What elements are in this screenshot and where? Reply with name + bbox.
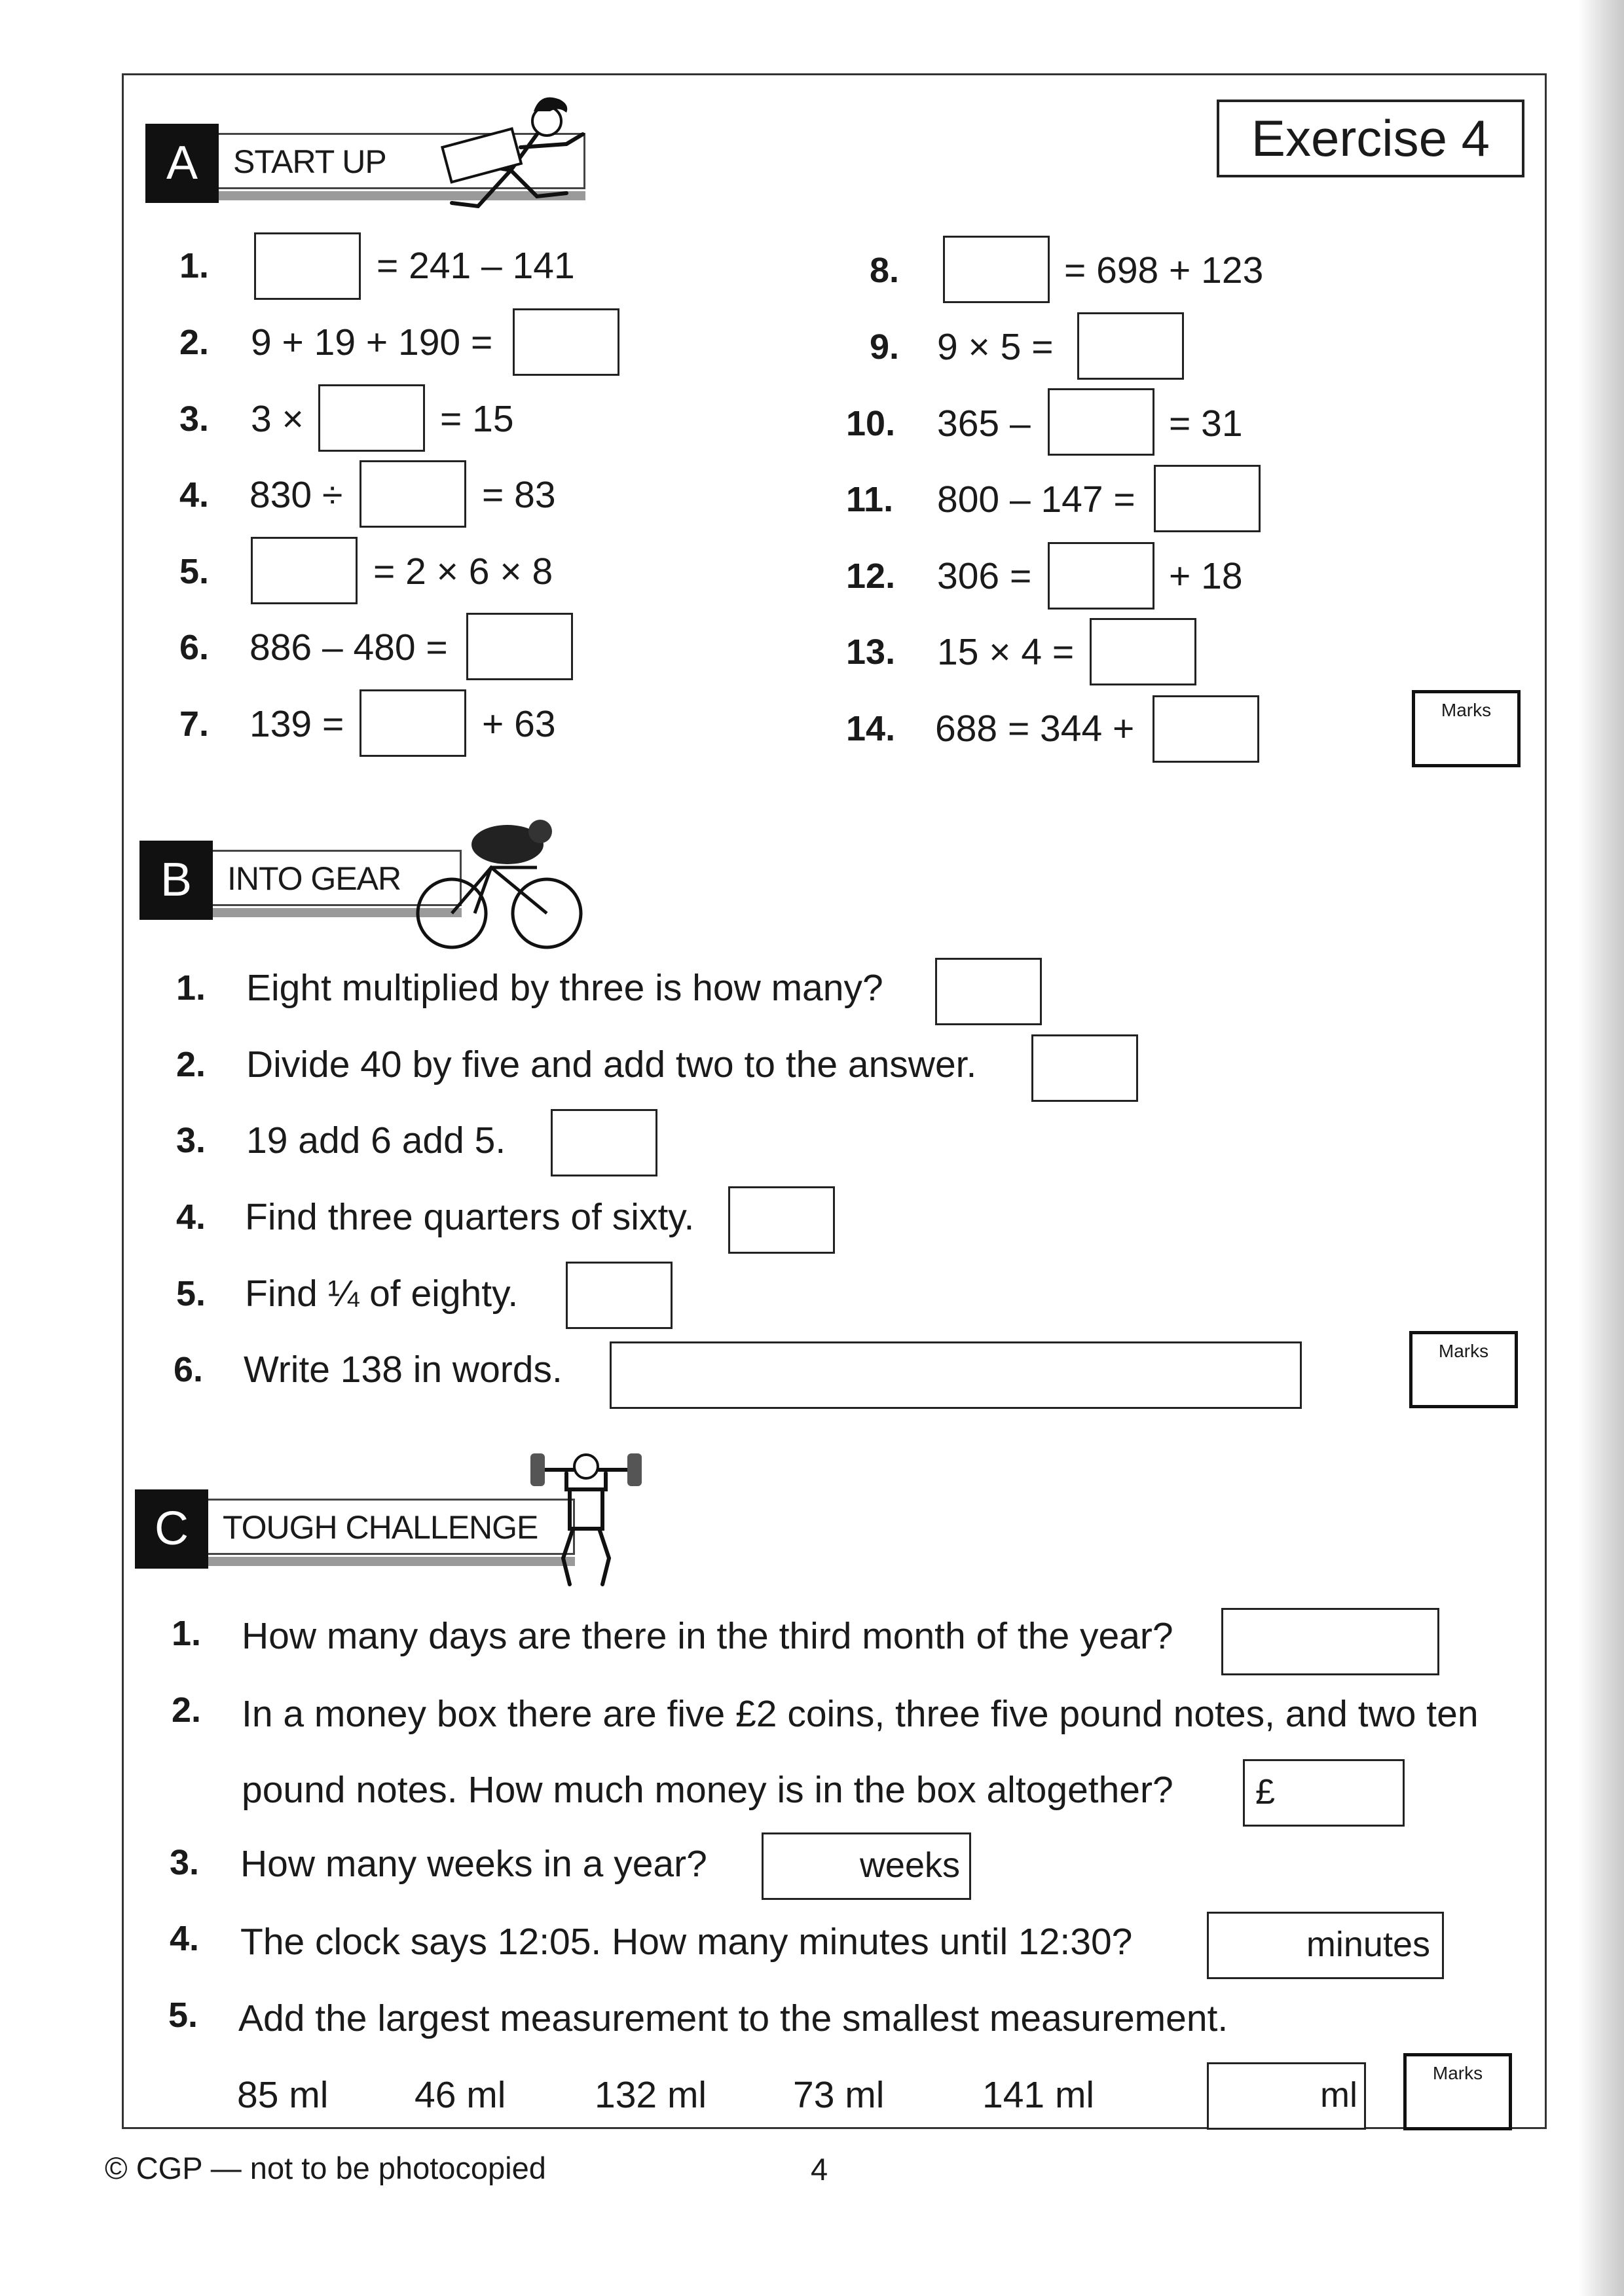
qa9-expression: 9 × 5 =	[937, 326, 1054, 368]
qc5-number: 5.	[168, 1995, 198, 2035]
qb2-text: Divide 40 by five and add two to the answer.	[246, 1044, 977, 1085]
section-a-title: START UP	[219, 133, 585, 189]
qb3-answer-box[interactable]	[551, 1109, 657, 1176]
measurement-1: 85 ml	[237, 2074, 329, 2116]
qc5-text: Add the largest measurement to the smallest measurement.	[238, 1997, 1228, 2039]
qb5-text: Find ¼ of eighty.	[245, 1273, 519, 1315]
qb4-text: Find three quarters of sixty.	[245, 1196, 695, 1238]
qa6-number: 6.	[179, 628, 210, 667]
section-a-marks-box[interactable]: Marks	[1412, 690, 1521, 767]
qa11-expression: 800 – 147 =	[937, 479, 1135, 520]
qa2-answer-box[interactable]	[513, 308, 619, 376]
qa13-answer-box[interactable]	[1090, 618, 1196, 685]
qb5-answer-box[interactable]	[566, 1262, 673, 1329]
qa5-answer-box[interactable]	[251, 537, 358, 604]
page-edge-shadow	[1578, 0, 1624, 2296]
qc2-number: 2.	[172, 1690, 202, 1730]
qa11-answer-box[interactable]	[1154, 465, 1261, 532]
qc2-text-line2: pound notes. How much money is in the box altogether?	[242, 1769, 1173, 1811]
qa12-number: 12.	[846, 556, 896, 596]
measurement-2: 46 ml	[415, 2074, 506, 2116]
qc4-text: The clock says 12:05. How many minutes until 12:30?	[240, 1921, 1133, 1963]
qa4-expression-left: 830 ÷	[249, 474, 343, 516]
qa2-number: 2.	[179, 323, 210, 362]
qa12-expression-left: 306 =	[937, 555, 1032, 597]
weightlifter-illustration	[527, 1447, 645, 1594]
measurement-5: 141 ml	[982, 2074, 1095, 2116]
qa11-number: 11.	[846, 480, 894, 519]
qc3-answer-box[interactable]	[762, 1832, 971, 1900]
qa4-number: 4.	[179, 475, 210, 515]
qa6-answer-box[interactable]	[466, 613, 573, 680]
copyright-notice: © CGP — not to be photocopied	[105, 2151, 546, 2185]
pound-sign: £	[1255, 1772, 1276, 1812]
ml-unit: ml	[1320, 2075, 1357, 2115]
minutes-unit: minutes	[1306, 1925, 1430, 1964]
qa5-number: 5.	[179, 552, 210, 591]
qa4-expression-right: = 83	[482, 474, 556, 516]
qc1-text: How many days are there in the third month of the year?	[242, 1615, 1173, 1657]
qa3-answer-box[interactable]	[318, 384, 425, 452]
qa10-answer-box[interactable]	[1048, 388, 1154, 456]
qc2-text-line1: In a money box there are five £2 coins, three five pound notes, and two ten	[242, 1693, 1479, 1735]
qa4-answer-box[interactable]	[360, 460, 466, 528]
qa1-answer-box[interactable]	[254, 232, 361, 300]
section-c-letter: C	[135, 1489, 208, 1569]
qa3-expression-left: 3 ×	[251, 398, 304, 440]
qa2-expression: 9 + 19 + 190 =	[251, 321, 493, 363]
qa1-number: 1.	[179, 246, 210, 285]
qb4-number: 4.	[176, 1197, 206, 1237]
qa3-number: 3.	[179, 399, 210, 439]
weeks-unit: weeks	[859, 1846, 960, 1885]
qa10-number: 10.	[846, 404, 896, 443]
section-c-title: TOUGH CHALLENGE	[208, 1499, 575, 1555]
qb3-text: 19 add 6 add 5.	[246, 1120, 506, 1161]
qa14-expression: 688 = 344 +	[935, 708, 1135, 750]
qa1-expression: = 241 – 141	[377, 245, 575, 287]
exercise-title: Exercise 4	[1217, 100, 1524, 177]
qa14-answer-box[interactable]	[1153, 695, 1259, 763]
qa14-number: 14.	[846, 709, 896, 748]
qa7-expression-left: 139 =	[249, 703, 344, 745]
qa6-expression: 886 – 480 =	[249, 627, 448, 668]
section-c-marks-box[interactable]: Marks	[1403, 2053, 1512, 2130]
qb6-answer-box[interactable]	[610, 1341, 1302, 1409]
qb2-number: 2.	[176, 1045, 206, 1084]
qa10-expression-left: 365 –	[937, 403, 1031, 445]
qc1-answer-box[interactable]	[1221, 1608, 1439, 1675]
page-number: 4	[811, 2152, 828, 2187]
qa12-expression-right: + 18	[1169, 555, 1243, 597]
qc4-number: 4.	[170, 1919, 200, 1958]
running-man-illustration	[406, 92, 602, 223]
qa9-answer-box[interactable]	[1077, 312, 1184, 380]
qc3-number: 3.	[170, 1843, 200, 1882]
measurement-4: 73 ml	[793, 2074, 885, 2116]
qa7-answer-box[interactable]	[360, 689, 466, 757]
qa3-expression-right: = 15	[440, 398, 514, 440]
measurement-3: 132 ml	[595, 2074, 707, 2116]
qb6-text: Write 138 in words.	[244, 1349, 563, 1391]
qc3-text: How many weeks in a year?	[240, 1843, 707, 1885]
section-a-letter: A	[145, 124, 219, 203]
qa12-answer-box[interactable]	[1048, 542, 1154, 610]
qa5-expression: = 2 × 6 × 8	[373, 551, 553, 592]
qb1-text: Eight multiplied by three is how many?	[246, 967, 883, 1009]
qa8-number: 8.	[870, 251, 900, 290]
qc2-answer-box[interactable]	[1243, 1759, 1405, 1827]
qb1-answer-box[interactable]	[935, 958, 1042, 1025]
section-b-marks-box[interactable]: Marks	[1409, 1331, 1518, 1408]
section-b-letter: B	[139, 841, 213, 920]
qa13-number: 13.	[846, 632, 896, 672]
qa8-answer-box[interactable]	[943, 236, 1050, 303]
qb5-number: 5.	[176, 1274, 206, 1313]
qb4-answer-box[interactable]	[728, 1186, 835, 1254]
qc4-answer-box[interactable]	[1207, 1912, 1444, 1979]
qa10-expression-right: = 31	[1169, 403, 1243, 445]
qc5-answer-box[interactable]	[1207, 2062, 1366, 2130]
qa9-number: 9.	[870, 327, 900, 367]
qb6-number: 6.	[174, 1350, 204, 1389]
qa8-expression: = 698 + 123	[1064, 249, 1264, 291]
qa7-number: 7.	[179, 704, 210, 744]
cyclist-illustration	[413, 809, 589, 953]
qb1-number: 1.	[176, 968, 206, 1008]
section-b-title: INTO GEAR	[213, 850, 462, 906]
qb2-answer-box[interactable]	[1031, 1034, 1138, 1102]
qa13-expression: 15 × 4 =	[937, 631, 1075, 673]
qc1-number: 1.	[172, 1614, 202, 1653]
qa7-expression-right: + 63	[482, 703, 556, 745]
qb3-number: 3.	[176, 1121, 206, 1160]
